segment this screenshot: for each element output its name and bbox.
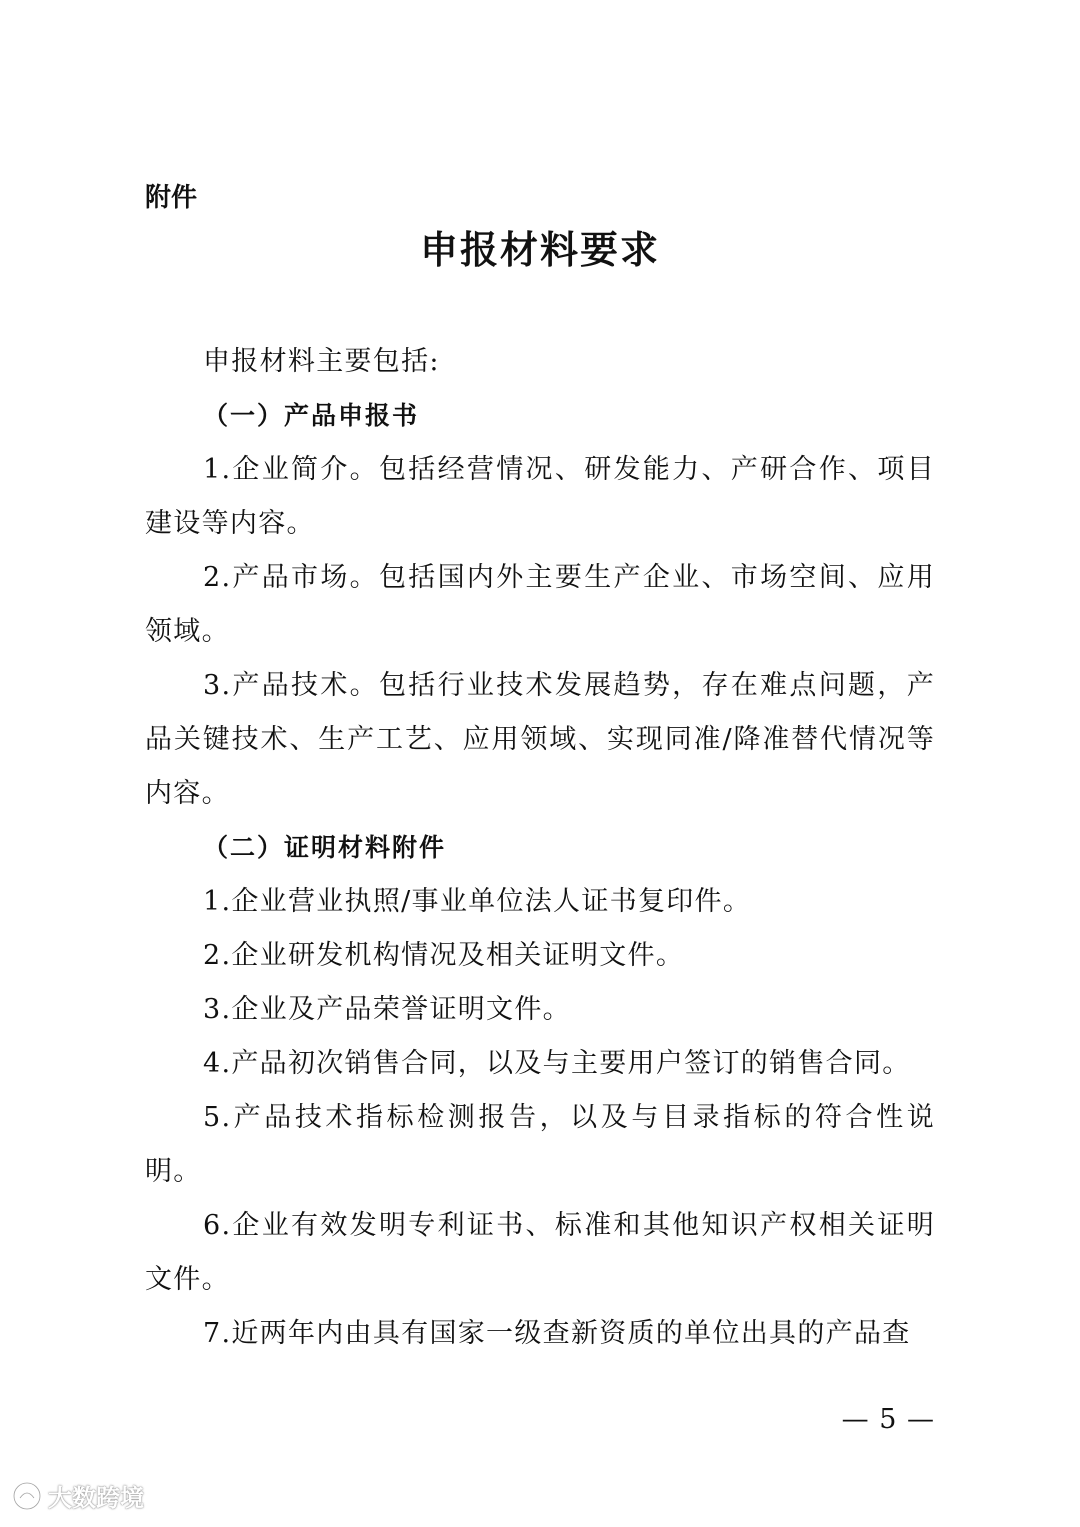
paragraph: 6.企业有效发明专利证书、标准和其他知识产权相关证明文件。 bbox=[145, 1210, 935, 1295]
paragraph: 申报材料主要包括: bbox=[203, 346, 440, 377]
watermark-text: 大数跨境 bbox=[48, 1484, 144, 1512]
paragraph: 5.产品技术指标检测报告，以及与目录指标的符合性说明。 bbox=[145, 1102, 935, 1187]
document-body bbox=[145, 335, 935, 1361]
section-heading: （一）产品申报书 bbox=[203, 401, 420, 430]
watermark bbox=[10, 1478, 144, 1513]
paragraph: 7.近两年内由具有国家一级查新资质的单位出具的产品查 bbox=[203, 1318, 911, 1349]
paragraph: 3.产品技术。包括行业技术发展趋势，存在难点问题，产品关键技术、生产工艺、应用领域、实现同准/降准替代情况等内容。 bbox=[145, 670, 935, 809]
section-heading: （二）证明材料附件 bbox=[203, 833, 447, 862]
paragraph: 4.产品初次销售合同，以及与主要用户签订的销售合同。 bbox=[203, 1048, 911, 1079]
paragraph: 3.企业及产品荣誉证明文件。 bbox=[203, 994, 571, 1025]
brand-logo-icon bbox=[10, 1479, 44, 1513]
paragraph: 1.企业简介。包括经营情况、研发能力、产研合作、项目建设等内容。 bbox=[145, 454, 935, 539]
document-title: 申报材料要求 bbox=[419, 227, 660, 272]
paragraph: 2.产品市场。包括国内外主要生产企业、市场空间、应用领域。 bbox=[145, 562, 935, 647]
attachment-label: 附件 bbox=[145, 183, 198, 213]
paragraph: 1.企业营业执照/事业单位法人证书复印件。 bbox=[203, 886, 752, 917]
paragraph: 2.企业研发机构情况及相关证明文件。 bbox=[203, 940, 685, 971]
page-number: — 5 — bbox=[841, 1404, 935, 1435]
